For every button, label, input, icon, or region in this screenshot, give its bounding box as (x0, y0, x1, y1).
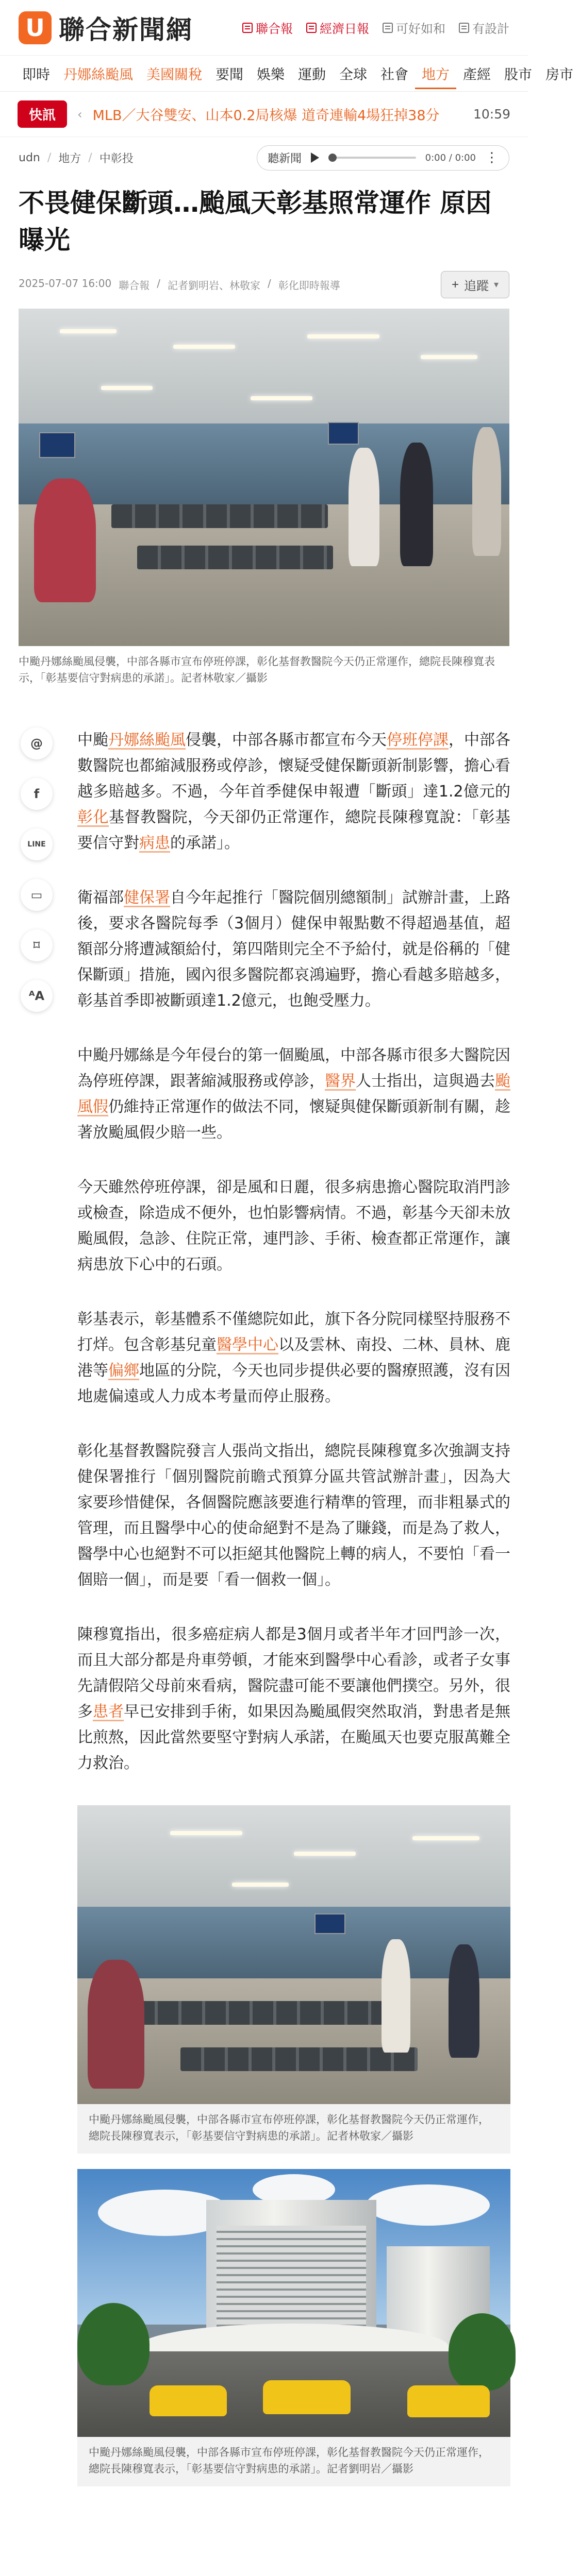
article-figure (77, 2169, 510, 2486)
paragraph-text: 仍維持正常運作的做法不同，懷疑與健保斷頭新制有關，趁著放颱風假少賠一些。 (77, 1098, 510, 1142)
paragraph-text: 早已安排到手術，如果因為颱風假突然取消，對患者是無比煎熬，因此當然要堅守對病人承諾，在颱風天也要克服萬難全力救治。 (77, 1703, 510, 1772)
newspaper-icon (383, 23, 393, 33)
paragraph-text: 人士指出，這與過去 (356, 1072, 495, 1090)
keyword-link[interactable]: 病患 (139, 834, 170, 852)
nav-item-headlines[interactable]: 要聞 (216, 67, 243, 83)
audio-progress-knob[interactable] (328, 154, 337, 162)
threads-icon[interactable]: @ (21, 727, 53, 759)
nav-item-us-tariff[interactable]: 美國關稅 (146, 67, 202, 83)
newspaper-icon (242, 23, 253, 33)
article-body (77, 727, 510, 2486)
article-paragraph (77, 1438, 510, 1593)
site-logo[interactable] (19, 9, 193, 46)
paragraph-text: 衛福部 (77, 889, 124, 907)
article-paragraph (77, 1175, 510, 1278)
line-icon[interactable]: LINE (21, 828, 53, 860)
breadcrumb-separator: / (88, 151, 92, 164)
play-icon[interactable] (311, 152, 319, 163)
keyword-link[interactable]: 患者 (93, 1703, 124, 1721)
article-paragraph (77, 727, 510, 856)
article-figure-caption: 中颱丹娜絲颱風侵襲，中部各縣市宣布停班停課，彰化基督教醫院今天仍正常運作，總院長陳穆寬表示，「彰基要信守對病患的承諾」。記者林敬家／攝影 (77, 2104, 510, 2154)
article-paragraph (77, 1307, 510, 1410)
article-title: 不畏健保斷頭…颱風天彰基照常運作 原因曝光 (19, 188, 492, 255)
meta-separator: / (267, 277, 271, 290)
paragraph-text: 彰基表示，彰基體系不僅總院如此，旗下各分院同樣堅持服務不打烊。包含彰基兒童 (77, 1310, 510, 1354)
breadcrumb-row (0, 137, 528, 178)
paragraph-text: 自今年起推行「醫院個別總額制」試辦計畫，上路後，要求各醫院每季（3個月）健保申報點數不得超過基值，超額部分將遭減額給付，第四階則完全不予給付，就是俗稱的「健保斷頭」措施，國內很多醫院都哀鴻遍野，擔心看越多賠越多，彰基首季即被斷頭達1.2億元，也飽受壓力。 (77, 889, 510, 1010)
nav-item-industry[interactable]: 產經 (463, 67, 491, 83)
audio-label: 聽新聞 (268, 152, 302, 165)
audio-time: 0:00 / 0:00 (425, 152, 476, 163)
breaking-news-bar (0, 92, 528, 137)
paragraph-text: ，中部各數醫院也都縮減服務或停診，懷疑受健保斷頭新制影響，擔心看越多賠越多。不過，今年首季健保申報遭「斷頭」達1.2億元的 (77, 731, 510, 801)
chevron-left-icon[interactable]: ‹ (77, 107, 82, 122)
audio-player (257, 145, 509, 171)
breadcrumb (19, 150, 134, 166)
keyword-link[interactable]: 停班停課 (387, 731, 449, 749)
logo-text: 聯合新聞網 (59, 14, 193, 45)
keyword-link[interactable]: 健保署 (124, 889, 170, 907)
bookmark-icon[interactable]: ⌑ (21, 929, 53, 961)
hero-photo[interactable] (19, 309, 509, 646)
site-header (0, 0, 528, 56)
share-rail (21, 727, 53, 1012)
hero-photo-caption: 中颱丹娜絲颱風侵襲，中部各縣市宣布停班停課，彰化基督教醫院今天仍正常運作，總院長陳穆寬表示，「彰基要信守對病患的承諾」。記者林敬家／攝影 (19, 655, 495, 684)
more-vertical-icon[interactable]: ⋮ (485, 150, 499, 165)
article-paragraph (77, 1043, 510, 1146)
meta-separator: / (157, 277, 160, 290)
article-photo-exterior[interactable] (77, 2169, 510, 2437)
paragraph-text: 侵襲，中部各縣市都宣布今天 (186, 731, 387, 749)
follow-button[interactable]: + 追蹤 ▾ (441, 271, 509, 298)
plus-icon: + (451, 277, 459, 292)
header-link-4[interactable]: 有設計 (459, 19, 509, 37)
newspaper-icon (459, 23, 469, 33)
breadcrumb-udn[interactable]: udn (19, 151, 40, 164)
audio-progress-slider[interactable] (328, 157, 416, 159)
font-size-icon[interactable]: ᴬA (21, 980, 53, 1012)
keyword-link[interactable]: 醫學中心 (217, 1336, 278, 1354)
article-date: 2025-07-07 16:00 (19, 277, 112, 290)
keyword-link[interactable]: 彰化 (77, 808, 109, 826)
article-meta-row (0, 259, 528, 298)
udn-paper-link[interactable]: 聯合報 (242, 19, 293, 37)
breaking-news-time: 10:59 (473, 107, 510, 122)
facebook-icon[interactable]: f (21, 778, 53, 810)
header-links (242, 19, 509, 37)
article-paragraph (77, 885, 510, 1014)
breadcrumb-region[interactable]: 中彰投 (99, 152, 134, 165)
breaking-news-badge: 快訊 (18, 100, 67, 128)
breadcrumb-separator: / (47, 151, 52, 164)
paragraph-text: 的承諾」。 (170, 834, 240, 852)
article-reporter: 記者劉明岩、林敬家 (167, 279, 260, 292)
paragraph-text: 陳穆寬指出，很多癌症病人都是3個月或者半年才回門診一次，而且大部分都是舟車勞頓，才能來到醫學中心看診，或者子女事先請假陪父母前來看病，醫院盡可能不要讓他們撲空。另外，很多 (77, 1625, 510, 1721)
newspaper-icon (306, 23, 317, 33)
nav-item-entertainment[interactable]: 娛樂 (257, 67, 285, 83)
nav-item-local[interactable]: 地方 (415, 58, 456, 89)
breadcrumb-local[interactable]: 地方 (58, 152, 81, 165)
nav-item-typhoon[interactable]: 丹娜絲颱風 (63, 67, 133, 83)
comment-icon[interactable]: ▭ (21, 879, 53, 911)
keyword-link[interactable]: 偏鄉 (108, 1362, 139, 1380)
chevron-down-icon: ▾ (493, 279, 499, 290)
keyword-link[interactable]: 丹娜絲颱風 (108, 731, 186, 749)
nav-item-instant[interactable]: 即時 (22, 67, 50, 83)
paragraph-text: 地區的分院，今天也同步提供必要的醫療照護，沒有因地處偏遠或人力成本考量而停止服務。 (77, 1362, 510, 1405)
article-figure-caption: 中颱丹娜絲颱風侵襲，中部各縣市宣布停班停課，彰化基督教醫院今天仍正常運作，總院長陳穆寬表示，「彰基要信守對病患的承諾」。記者劉明岩／攝影 (77, 2437, 510, 2486)
paragraph-text: 彰化基督教醫院發言人張尚文指出，總院長陳穆寬多次強調支持健保署推行「個別醫院前瞻式預算分區共管試辦計畫」，因為大家要珍惜健保，各個醫院應該要進行精準的管理，而非粗暴式的管理，而且醫學中心的使命絕對不是為了賺錢，而是為了救人，醫學中心也絕對不可以拒絕其他醫院上轉的病人，不要怕「看一個賠一個」，而是要「看一個救一個」。 (77, 1442, 510, 1589)
article-photo-lobby[interactable] (77, 1805, 510, 2104)
economic-daily-link[interactable]: 經濟日報 (306, 19, 369, 37)
main-nav (0, 56, 573, 92)
article-source[interactable]: 聯合報 (119, 279, 150, 292)
article-body-wrap (0, 727, 528, 2486)
nav-item-global[interactable]: 全球 (339, 67, 367, 83)
breaking-news-headline[interactable]: MLB／大谷雙安、山本0.2局核爆 道奇連輸4場狂掉38分 (92, 108, 440, 124)
article-meta (19, 277, 340, 292)
paragraph-text: 以及雲林、南投、二林、員林、鹿港等 (77, 1336, 510, 1380)
paragraph-text: 中颱丹娜絲是今年侵台的第一個颱風，中部各縣市很多大醫院因為停班停課，跟著縮減服務或停診， (77, 1046, 510, 1090)
article-figure (77, 1805, 510, 2154)
article-paragraph (77, 1622, 510, 1776)
nav-item-society[interactable]: 社會 (380, 67, 408, 83)
paragraph-text: 基督教醫院，今天卻仍正常運作，總院長陳穆寬說：「彰基要信守對 (77, 808, 511, 852)
keyword-link[interactable]: 颱風假 (77, 1072, 510, 1116)
article-location: 彰化即時報導 (278, 279, 340, 292)
logo-mark-icon: U (19, 11, 52, 44)
keyword-link[interactable]: 醫界 (325, 1072, 356, 1090)
nav-item-housing[interactable]: 房市 (545, 67, 573, 83)
header-link-3[interactable]: 可好如和 (383, 19, 445, 37)
paragraph-text: 中颱 (77, 731, 108, 749)
nav-item-stocks[interactable]: 股市 (504, 67, 532, 83)
nav-item-sports[interactable]: 運動 (298, 67, 326, 83)
paragraph-text: 今天雖然停班停課，卻是風和日麗，很多病患擔心醫院取消門診或檢查，除造成不便外，也怕影響病情。不過，彰基今天卻未放颱風假，急診、住院正常，連門診、手術、檢查都正常運作，讓病患放下心中的石頭。 (77, 1178, 510, 1274)
